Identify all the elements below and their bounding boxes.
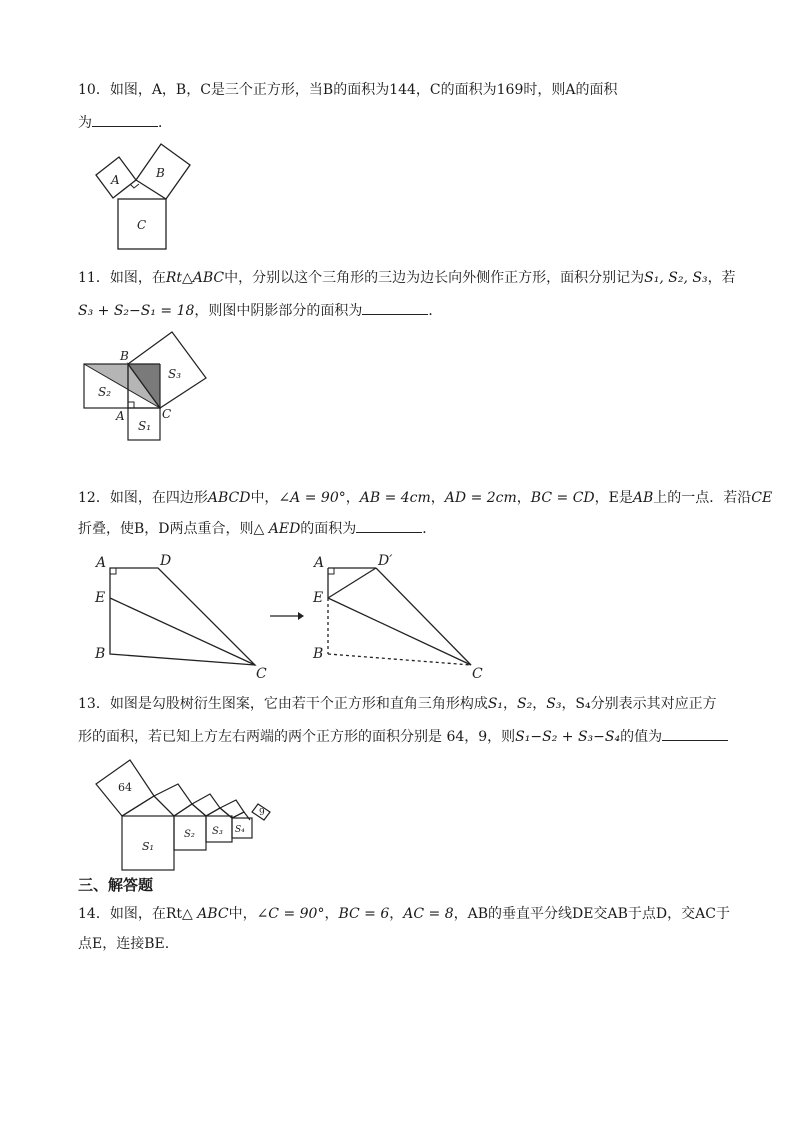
q13-label-s3: S₃ bbox=[212, 826, 223, 837]
q12-figure-right bbox=[308, 550, 498, 680]
q12-right-label-b: B bbox=[313, 646, 324, 662]
q12-left-label-a: A bbox=[96, 555, 107, 571]
q13-label-s1: S₁ bbox=[142, 840, 154, 853]
q12-right-label-a: A bbox=[314, 555, 325, 571]
q14-m2: ∠C = 90° bbox=[256, 906, 325, 922]
q14-t3: ， bbox=[324, 906, 339, 922]
q13-figure bbox=[92, 756, 282, 876]
q10-label-b: B bbox=[156, 166, 165, 180]
q13-label-64: 64 bbox=[118, 781, 132, 794]
q12-t9: 的面积为 bbox=[300, 521, 357, 537]
q13-m1: S₁ bbox=[487, 696, 504, 712]
q13-sep1: ， bbox=[503, 696, 518, 712]
q10-suffix: ． bbox=[158, 115, 172, 131]
q13-label-s4: S₄ bbox=[235, 825, 245, 835]
q14-t5: ，AB的垂直平分线DE交AB于点D，交AC于 bbox=[453, 906, 730, 922]
q11-answer-blank[interactable] bbox=[362, 300, 428, 315]
q10-answer-blank[interactable] bbox=[92, 112, 158, 127]
q13-t4: 的值为 bbox=[620, 729, 663, 745]
q13-sep2: ， bbox=[532, 696, 547, 712]
q14-line2: 点E，连接BE. bbox=[78, 936, 170, 952]
q12-left-label-c: C bbox=[256, 666, 267, 682]
q10-line2 bbox=[78, 112, 172, 133]
q10-label-c: C bbox=[137, 218, 147, 232]
q11-label-s2: S₂ bbox=[98, 385, 112, 399]
q13-label-9: 9 bbox=[259, 808, 265, 818]
q13-label-s2: S₂ bbox=[184, 829, 195, 840]
q12-m2: ∠A = 90° bbox=[278, 490, 346, 506]
q11-figure bbox=[80, 340, 220, 450]
q12-m4: AD = 2cm bbox=[444, 490, 517, 506]
q11-line2 bbox=[78, 300, 442, 321]
q11-m1: Rt△ABC bbox=[165, 270, 225, 286]
q12-m7: CE bbox=[751, 490, 773, 506]
q12-t5: ， bbox=[516, 490, 531, 506]
q12-right-label-c: C bbox=[472, 666, 483, 682]
q12-line1 bbox=[78, 488, 772, 508]
q12-t10: ． bbox=[422, 521, 437, 537]
q13-t2: ，S₄分别表示其对应正方 bbox=[561, 696, 717, 712]
q12-m1: ABCD bbox=[207, 490, 251, 506]
q11-m2: S₁, S₂, S₃ bbox=[644, 270, 708, 286]
q10-text: 10．如图，A，B，C是三个正方形，当B的面积为144，C的面积为169时，则A的面积 bbox=[78, 82, 618, 98]
q11-label-c: C bbox=[162, 407, 172, 421]
q12-arrow bbox=[268, 608, 308, 624]
q12-t4: ， bbox=[430, 490, 445, 506]
q12-t6: ，E是 bbox=[594, 490, 633, 506]
q14-m4: AC = 8 bbox=[403, 906, 454, 922]
q12-line2 bbox=[78, 518, 436, 539]
q13-t1: 13．如图是勾股树衍生图案，它由若干个正方形和直角三角形构成 bbox=[78, 696, 488, 712]
q11-t2: 中，分别以这个三角形的三边为边长向外侧作正方形，面积分别记为 bbox=[224, 270, 645, 286]
q12-right-label-e: E bbox=[313, 590, 324, 606]
q11-label-b: B bbox=[120, 349, 129, 363]
q14-t2: 中， bbox=[228, 906, 257, 922]
q13-answer-blank[interactable] bbox=[662, 726, 728, 741]
q11-t4: ，则图中阴影部分的面积为 bbox=[194, 303, 363, 319]
q12-t3: ， bbox=[345, 490, 360, 506]
q13-m3: S₃ bbox=[546, 696, 562, 712]
q13-m2: S₂ bbox=[517, 696, 533, 712]
q13-line1 bbox=[78, 694, 717, 714]
q10-figure bbox=[90, 140, 200, 255]
q11-line1 bbox=[78, 268, 736, 288]
q10-line1 bbox=[78, 80, 617, 100]
q11-label-s3: S₃ bbox=[168, 367, 182, 381]
q14-t1: 14．如图，在Rt bbox=[78, 906, 182, 922]
q10-label-a: A bbox=[111, 173, 120, 187]
q12-m8: △ AED bbox=[253, 521, 301, 537]
q11-t5: ． bbox=[428, 303, 443, 319]
q11-label-a: A bbox=[116, 409, 125, 423]
q12-t8: 折叠，使B，D两点重合，则 bbox=[78, 521, 254, 537]
q13-line2 bbox=[78, 726, 728, 747]
q10-prefix: 为 bbox=[78, 115, 92, 131]
q14-line1 bbox=[78, 904, 730, 924]
q12-m3: AB = 4cm bbox=[359, 490, 431, 506]
q12-left-label-b: B bbox=[95, 646, 106, 662]
q12-t7: 上的一点．若沿 bbox=[653, 490, 752, 506]
q12-figure-left bbox=[90, 550, 280, 680]
q13-m4: S₁−S₂ + S₃−S₄ bbox=[515, 729, 621, 745]
section-title: 三、解答题 bbox=[78, 877, 154, 894]
q14-t4: ， bbox=[389, 906, 404, 922]
q11-label-s1: S₁ bbox=[138, 419, 152, 433]
q11-t1: 11．如图，在 bbox=[78, 270, 166, 286]
q12-left-label-e: E bbox=[95, 590, 106, 606]
q14-m1: △ ABC bbox=[181, 906, 229, 922]
q13-t3: 形的面积，若已知上方左右两端的两个正方形的面积分别是 64，9，则 bbox=[78, 729, 516, 745]
q11-m3: S₃ + S₂−S₁ = 18 bbox=[78, 303, 195, 319]
q14-m3: BC = 6 bbox=[338, 906, 390, 922]
q12-t1: 12．如图，在四边形 bbox=[78, 490, 208, 506]
q12-left-label-d: D bbox=[160, 553, 172, 569]
q12-m6: AB bbox=[632, 490, 654, 506]
q12-answer-blank[interactable] bbox=[356, 518, 422, 533]
q12-m5: BC = CD bbox=[530, 490, 595, 506]
q11-t3: ，若 bbox=[707, 270, 736, 286]
q12-right-label-d: D′ bbox=[378, 553, 393, 569]
q12-t2: 中， bbox=[250, 490, 279, 506]
